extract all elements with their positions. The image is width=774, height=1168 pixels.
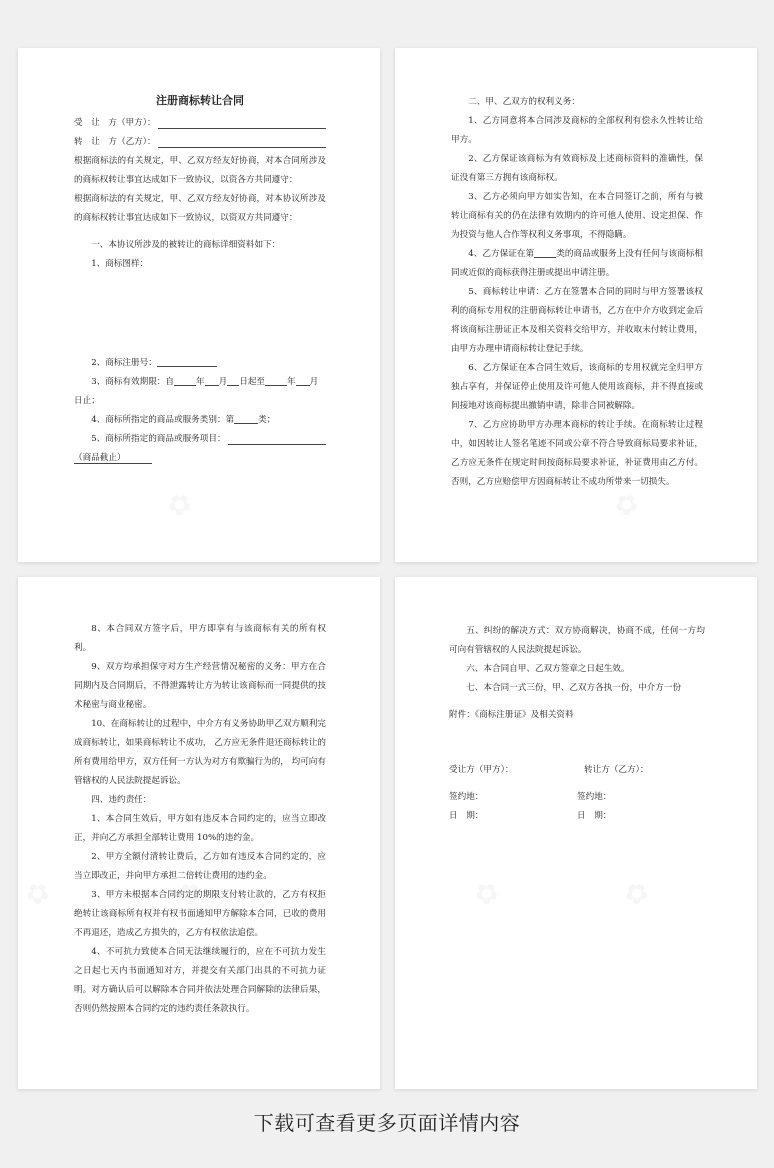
liability-4: 4、不可抗力致使本合同无法继续履行的，应在不可抗力发生之日起七天内书面通知对方，并提交有关部门出具的不可抗力证明。对方确认后可以解除本合同并依法处理合同解除的法律后果，否则仍然按照本合同约定的违约责任条款执行。 <box>74 947 326 1014</box>
page-2-content <box>451 93 703 492</box>
section-6: 六、本合同自甲、乙双方签章之日起生效。 <box>466 664 630 674</box>
party-b-blank <box>158 135 326 148</box>
download-more-prompt: 下载可查看更多页面详情内容 <box>253 1111 521 1135</box>
watermark <box>468 873 506 913</box>
clause-2-9: 9、双方均承担保守对方生产经营情况秘密的义务：甲方在合同期内及合同期后，不得泄露转让方为转让该商标而一同提供的技术秘密与商业秘密。 <box>74 662 326 710</box>
clause-2-1: 1、乙方同意将本合同涉及商标的全部权利有偿永久性转让给甲方。 <box>451 116 703 145</box>
sign-place-a: 签约地： <box>449 792 484 802</box>
preamble-1: 根据商标法的有关规定，甲、乙双方经友好协商，对本合同所涉及的商标权转让事宜达成如下一致协议，以资各方共同遵守： <box>74 156 326 185</box>
party-b-label: 转 让 方（乙方）： <box>74 137 156 147</box>
item-trademark-image: 1、商标图样： <box>91 259 149 269</box>
item-goods-items: 5、商标所指定的商品或服务项目： <box>74 430 326 449</box>
sign-place-b: 签约地： <box>577 792 612 802</box>
document-page-3 <box>18 577 380 1089</box>
party-a-row <box>74 114 326 133</box>
clause-2-4: 4、乙方保证在第 类的商品或服务上没有任何与该商标相同或近似的商标获得注册或提出申请注册。 <box>451 249 703 278</box>
document-page-1 <box>18 48 380 562</box>
watermark <box>19 873 57 913</box>
clause-2-6: 6、乙方保证在本合同生效后，该商标的专用权就完全归甲方独占享有，并保证停止使用及许可他人使用该商标，并不得直接或间接地对该商标提出撤销申请，除非合同被解除。 <box>451 363 703 411</box>
party-a-label: 受 让 方（甲方）： <box>74 118 156 128</box>
section-2-heading: 二、甲、乙双方的权利义务： <box>468 97 580 107</box>
watermark <box>161 484 199 524</box>
sign-place-row <box>449 788 705 807</box>
document-page-4 <box>395 577 757 1089</box>
contract-title: 注册商标转让合同 <box>156 94 244 107</box>
clause-2-5: 5、商标转让申请：乙方在签署本合同的同时与甲方签署该权利的商标专用权的注册商标转让申请书，乙方在中介方收到定金后将该商标注册证正本及相关资料交给甲方，并收取未付转让费用，由甲方办理申请商标转让登记手续。 <box>451 287 703 354</box>
section-7: 七、本合同一式三份，甲、乙双方各执一份，中介方一份 <box>466 683 682 693</box>
item-registration-number: 2、商标注册号： <box>74 354 326 373</box>
clause-2-7: 7、乙方应协助甲方办理本商标的转让手续。在商标转让过程中，如因转让人签名笔迹不同或公章不符合导致商标局要求补证，乙方应无条件在规定时间按商标局要求补证，补证费用由乙方付。否则，乙方应赔偿甲方因商标转让不成功所带来一切损失。 <box>451 420 703 487</box>
page-3-content <box>74 620 326 1019</box>
trademark-image-area <box>74 274 326 354</box>
page-1-content <box>74 90 326 468</box>
liability-3: 3、甲方未根据本合同约定的期限支付转让款的，乙方有权拒绝转让该商标所有权并有权书面通知甲方解除本合同，已收的费用不再退还，造成乙方损失的，乙方有权依法追偿。 <box>74 890 326 938</box>
sign-date-row <box>449 807 705 826</box>
liability-2: 2、甲方全额付清转让费后，乙方如有违反本合同约定的，应当立即改正，并向甲方承担二倍转让费用的违约金。 <box>74 852 326 881</box>
section-5: 五、纠纷的解决方式：双方协商解决，协商不成，任何一方均可向有管辖权的人民法院提起诉讼。 <box>449 626 705 655</box>
clause-2-3: 3、乙方必须向甲方如实告知，在本合同签订之前，所有与被转让商标有关的仍在法律有效期内的许可他人使用、设定担保、作为投资与他人合作等权利义务事项，不得隐瞒。 <box>451 192 703 240</box>
party-b-row <box>74 133 326 152</box>
sign-date-a: 日 期： <box>449 811 484 821</box>
liability-1: 1、本合同生效后，甲方如有违反本合同约定的，应当立即改正，并向乙方承担全部转让费用 10%的违约金。 <box>74 814 326 843</box>
clause-2-8: 8、本合同双方签字后，甲方即享有与该商标有关的所有权利。 <box>74 624 326 653</box>
clause-2-2: 2、乙方保证该商标为有效商标及上述商标资料的准确性，保证没有第三方拥有该商标权。 <box>451 154 703 183</box>
section-1-heading: 一、本协议所涉及的被转让的商标详细资料如下： <box>91 240 281 250</box>
item-validity-period: 3、商标有效期限：自 年 月 日起至 年 月 <box>91 377 319 387</box>
party-a-blank <box>158 116 326 129</box>
sign-date-b: 日 期： <box>577 811 612 821</box>
preamble-2: 根据商标法的有关规定，甲、乙双方经友好协商，对本协议所涉及的商标权转让事宜达成如下一致协议，以资双方共同遵守： <box>74 194 326 223</box>
goods-note: （商品截止） <box>74 449 326 468</box>
watermark <box>618 873 656 913</box>
sign-party-b: 转让方（乙方）： <box>584 765 649 775</box>
document-page-2 <box>395 48 757 562</box>
attachment-note: 附件：《商标注册证》及相关资料 <box>449 710 574 720</box>
page-4-content <box>449 622 705 826</box>
signature-row <box>449 761 705 780</box>
sign-party-a: 受让方（甲方）： <box>449 765 514 775</box>
section-4-heading: 四、违约责任： <box>91 795 152 805</box>
clause-2-10: 10、在商标转让的过程中，中介方有义务协助甲乙双方顺利完成商标转让，如果商标转让不成功， 乙方应无条件退还商标转让的所有费用给甲方，双方任何一方认为对方有欺骗行为的， 均可向有管辖权的人民法院提起诉讼。 <box>74 719 326 786</box>
item-goods-class: 4、商标所指定的商品或服务类别：第 类； <box>91 415 276 425</box>
item-validity-end: 日止； <box>74 396 100 406</box>
